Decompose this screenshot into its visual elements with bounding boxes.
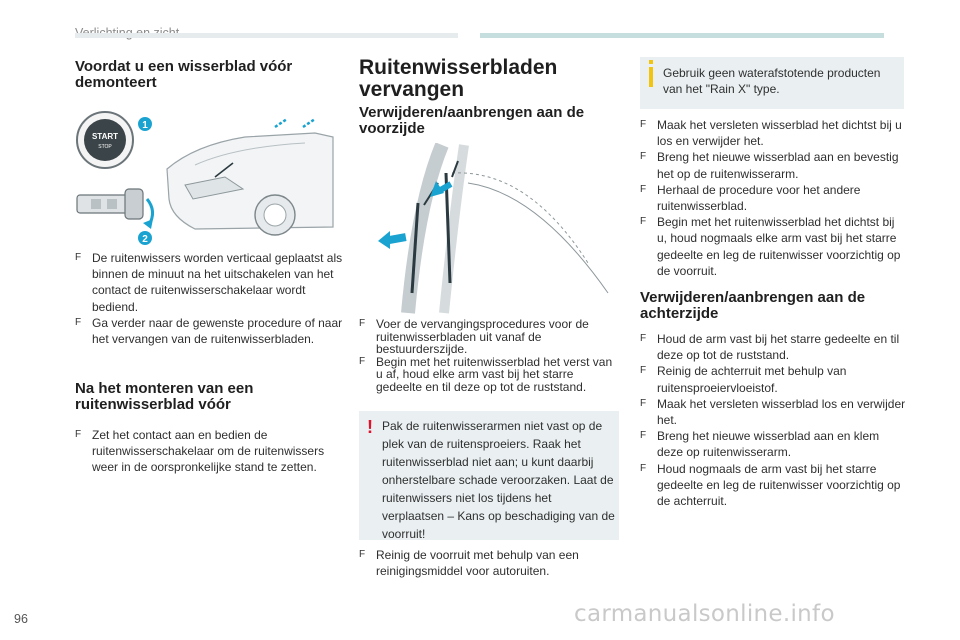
warning-text: Pak de ruitenwisserarmen niet vast op de plek van de ruitensproeiers. Raak het ruitenwisserblad niet aan; u kunt daarbij onherstelbare schade veroorzaken. Laat de ruitenwissers niet los tijdens het verplaatsen – Kans op beschadiging van de voorruit!: [382, 419, 615, 541]
callout-1: 1: [142, 120, 148, 131]
info-text: Gebruik geen waterafstotende producten van het "Rain X" type.: [663, 66, 881, 96]
bullets-cleaning: [359, 547, 621, 579]
header-rule-right: [480, 33, 884, 38]
bullet-marker: F: [640, 333, 647, 344]
illustration-start-stop: [75, 107, 337, 247]
wiper-diagram: [378, 143, 610, 315]
info-icon: [649, 60, 653, 64]
title-after-mounting: Na het monteren van een ruitenwisserblad vóór: [75, 380, 254, 413]
title-front-replacement: Verwijderen/aanbrengen aan de voorzijde: [359, 104, 585, 137]
bullet-marker: F: [640, 365, 647, 377]
list-item: F Maak het versleten wisserblad los en verwijder het.: [640, 396, 906, 428]
list-item: F Maak het versleten wisserblad het dichtst bij u los en verwijder het.: [640, 118, 902, 149]
bullet-marker: F: [359, 355, 366, 367]
warning-box: [359, 411, 619, 540]
list-item: F Begin met het ruitenwisserblad het verst van u af, houd elke arm vast bij het starre gedeelte en til deze op tot de ruststand.: [359, 354, 613, 394]
bullets-before-removal: [75, 250, 343, 347]
list-item: F Begin met het ruitenwisserblad het dichtst bij u, houd nogmaals elke arm vast bij het starre gedeelte en leg de ruitenwisser voorzichtig op de voorruit.: [640, 215, 901, 278]
bullets-front-steps: [640, 117, 906, 279]
watermark: carmanualsonline.info: [574, 601, 835, 627]
info-box: [640, 57, 904, 109]
bullets-front-procedure: [359, 318, 621, 393]
bullet-marker: F: [75, 429, 82, 440]
bullet-marker: F: [640, 119, 647, 130]
bullet-marker: F: [75, 252, 82, 263]
start-stop-diagram: [75, 107, 337, 247]
title-before-removal: Voordat u een wisserblad vóór demonteert: [75, 58, 293, 91]
bullets-after-mounting: [75, 427, 343, 476]
list-item: F Reinig de voorruit met behulp van een reinigingsmiddel voor autoruiten.: [359, 548, 579, 579]
bullet-marker: F: [640, 430, 647, 442]
list-item: F Breng het nieuwe wisserblad aan en klem deze op ruitenwisserarm.: [640, 429, 880, 460]
bullet-marker: F: [640, 462, 647, 474]
list-item: F Herhaal de procedure voor het andere ruitenwisserblad.: [640, 182, 861, 214]
stop-label: STOP: [98, 144, 112, 150]
illustration-front-wipers: [378, 143, 610, 315]
bullet-marker: F: [359, 318, 366, 329]
info-icon-bar: [649, 67, 653, 87]
callout-2: 2: [142, 234, 148, 245]
list-item: F Breng het nieuwe wisserblad aan en bevestig het op de ruitenwisserarm.: [640, 150, 899, 181]
page-number: 96: [14, 612, 28, 626]
list-item: F De ruitenwissers worden verticaal geplaatst als binnen de minuut na het uitschakelen van het contact de ruitenwisserschakelaar wordt bediend.: [75, 251, 343, 314]
bullet-marker: F: [640, 216, 647, 228]
list-item: F Houd nogmaals de arm vast bij het starre gedeelte en leg de ruitenwisser voorzichtig op de achterruit.: [640, 461, 901, 509]
bullet-marker: F: [640, 183, 647, 195]
list-item: F Zet het contact aan en bedien de ruitenwisserschakelaar om de ruitenwissers weer in de oorspronkelijke stand te zetten.: [75, 428, 325, 475]
list-item: F Ga verder naar de gewenste procedure of naar het vervangen van de ruitenwisserbladen.: [75, 315, 343, 347]
bullets-rear-steps: [640, 331, 906, 509]
start-label: START: [91, 132, 119, 141]
list-item: F Reinig de achterruit met behulp van ruitensproeiervloeistof.: [640, 364, 847, 395]
header-rule-left: [75, 33, 458, 38]
bullet-marker: F: [640, 397, 647, 409]
page-title: Ruitenwisserbladen vervangen: [359, 56, 558, 101]
warning-icon: !: [367, 417, 373, 437]
title-rear-replacement: Verwijderen/aanbrengen aan de achterzijde: [640, 289, 866, 322]
bullet-marker: F: [640, 151, 647, 163]
list-item: F Houd de arm vast bij het starre gedeelte en til deze op tot de ruststand.: [640, 332, 900, 363]
list-item: F Voer de vervangingsprocedures voor de ruitenwisserbladen uit vanaf de bestuurderszijde.: [359, 317, 589, 356]
bullet-marker: F: [359, 549, 366, 560]
bullet-marker: F: [75, 316, 82, 328]
